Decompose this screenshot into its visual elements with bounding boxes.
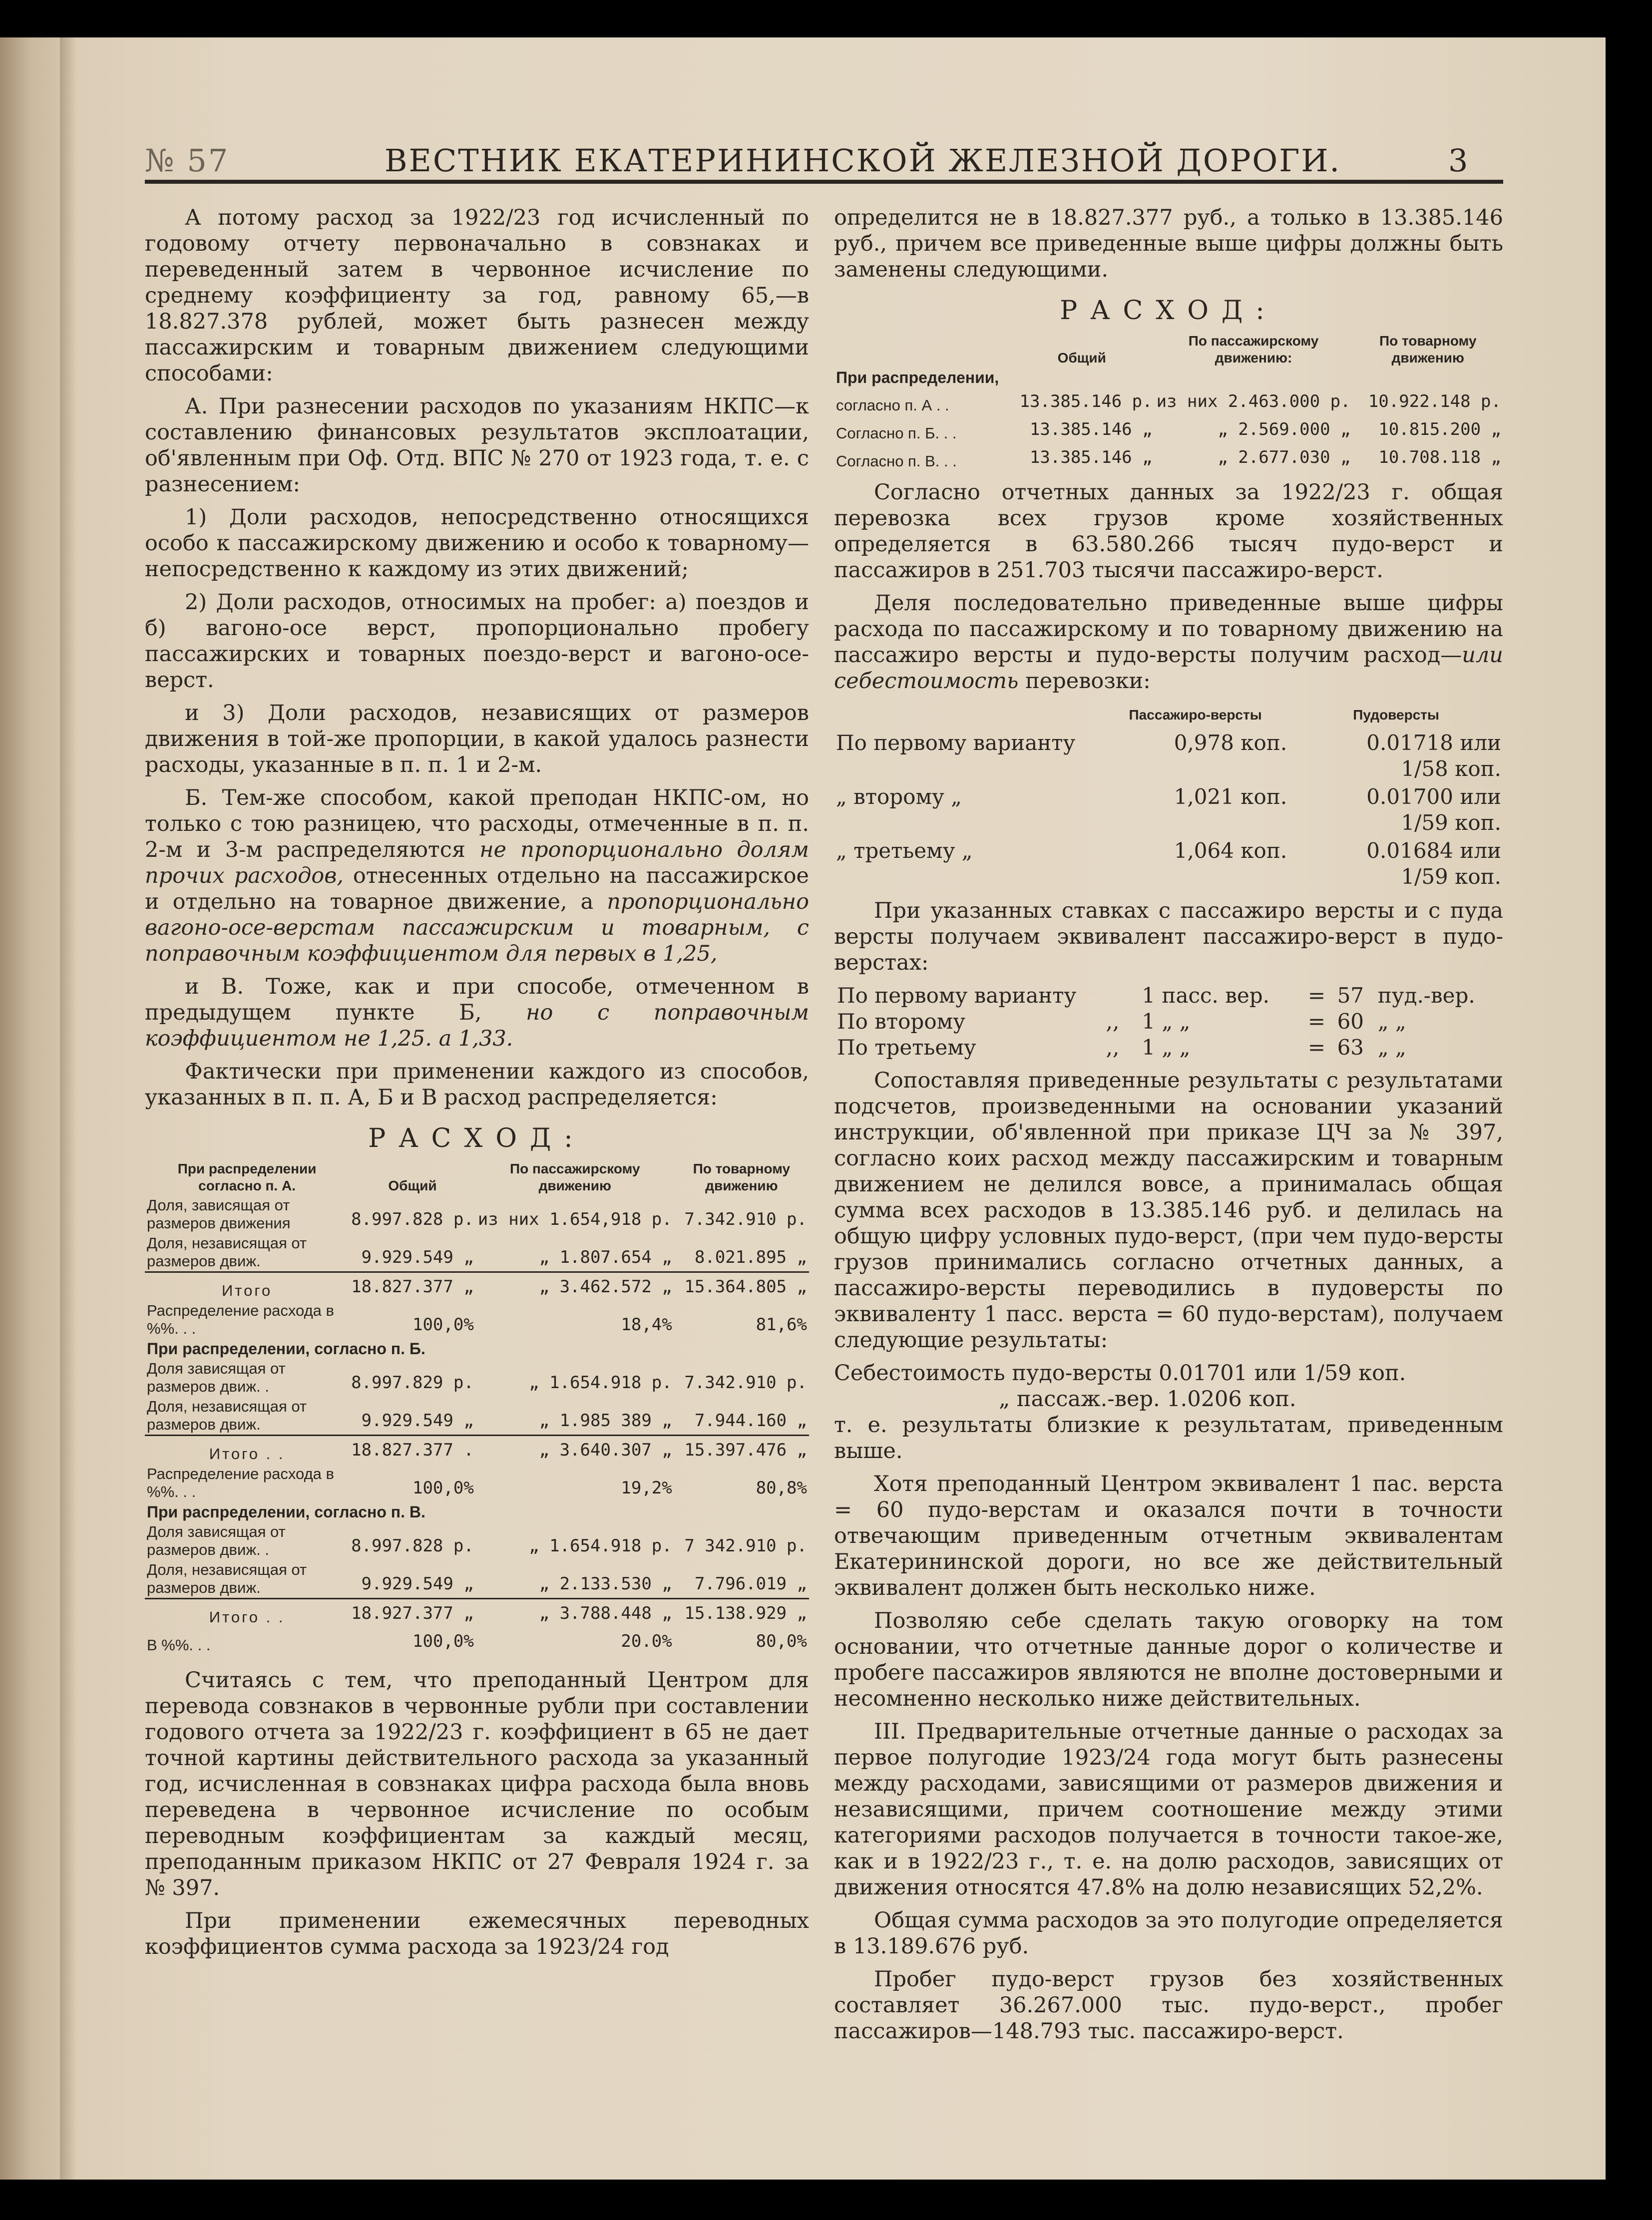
paragraph: Считаясь с тем, что преподанный Центром для перевода совзнаков в червонные рубли при составлении годового отчета за 1922/23 г. коэффициент в 65 не дает точной картины действительного расхода за указанный год, исчисленная в совзнаках цифра расхода была вновь переведена в червонное исчисление по особым переводным коэффициентам за каждый месяц, преподанным приказом НКПС от 27 Февраля 1924 г. за № 397. xyxy=(145,1668,809,1900)
expense-table-right xyxy=(834,332,1503,471)
cell: 19,2% xyxy=(621,1478,672,1498)
table-row xyxy=(145,1272,809,1301)
paragraph: 2) Доли расходов, относимых на пробег: а) поездов и б) вагоно-осе верст, пропорционально пробегу пассажирских и товарных поездо-верст и вагоно-осе-верст. xyxy=(145,590,809,693)
col-header: Общий xyxy=(388,1178,437,1193)
row-label: Согласно п. Б. . . xyxy=(836,424,957,442)
cell: 1,064 коп. xyxy=(1174,838,1287,863)
paragraph: Сопоставляя приведенные результаты с результатами подсчетов, произведенными на основании указаний инструкции, об'явленной при приказе ЦЧ за № 397, согласно коих расход между пассажирским и товарным движением не делился вовсе, а принималась общая сумма всех расходов в 13.385.146 руб. и делилась на общую цифру условных пудо-верст, (при чем пудо-версты грузов принимались согласно отчетных данных, а пассажиро-версты переводились в пудоверсты по эквиваленту 1 пасс. верста = 60 пудо-верстам), получаем следующие результаты: xyxy=(834,1068,1503,1353)
cell: ,, xyxy=(1106,1035,1120,1060)
table-section-row xyxy=(145,1502,809,1522)
paragraph: Позволяю себе сделать такую оговорку на том основании, что отчетные данные дорог о количестве и пробеге пассажиров являются не вполне достоверными и несомненно несколько ниже действительных. xyxy=(834,1608,1503,1711)
cell: пуд.-вер. xyxy=(1377,983,1475,1008)
cell: „ 1.807.654 „ xyxy=(539,1247,672,1267)
italic-run: или себестоимость xyxy=(834,643,1503,694)
cost-table xyxy=(834,701,1503,891)
cell xyxy=(1289,729,1503,783)
cell: 7.796.019 „ xyxy=(694,1574,807,1594)
cell: „ 3.462.572 „ xyxy=(476,1272,674,1301)
cell: 18.927.377 „ xyxy=(349,1599,476,1628)
table-row xyxy=(145,1301,809,1339)
table-row xyxy=(834,1009,1503,1035)
cell: = xyxy=(1307,983,1326,1008)
cell: 8.021.895 „ xyxy=(694,1247,807,1267)
cell: 8.997.828 р. xyxy=(351,1209,474,1229)
cell: 0,978 коп. xyxy=(1174,731,1287,755)
table-row xyxy=(834,983,1503,1009)
cell: 1 пасс. вер. xyxy=(1142,983,1269,1008)
table-row xyxy=(145,1627,809,1655)
paragraph xyxy=(145,974,809,1052)
cell: „ 2.677.030 „ xyxy=(1218,447,1351,467)
table-row xyxy=(834,387,1503,415)
row-label: „ второму „ xyxy=(836,784,962,809)
cell: „ 1.654.918 р. xyxy=(529,1373,672,1393)
cell: 100,0% xyxy=(412,1315,474,1335)
cell: 13.385.146 р. xyxy=(1019,391,1153,411)
journal-title: ВЕСТНИК ЕКАТЕРИНИНСКОЙ ЖЕЛЕЗНОЙ ДОРОГИ. xyxy=(385,142,1341,179)
cell: 8.997.828 р. xyxy=(351,1536,474,1556)
table-row xyxy=(145,1522,809,1560)
col-header-empty xyxy=(834,332,1009,368)
equivalent-table xyxy=(834,983,1503,1061)
table-title: РАСХОД: xyxy=(368,1123,586,1153)
row-label: „ третьему „ xyxy=(836,838,973,863)
paragraph: При указанных ставках с пассажиро версты и с пуда версты получаем эквивалент пассажиро-верст в пудо-верстах: xyxy=(834,898,1503,975)
cell: 7 342.910 р. xyxy=(684,1536,807,1556)
cell: „ 1.654.918 р. xyxy=(529,1536,672,1556)
text-run: отнесенных отдельно на пассажирское и отдельно на товарное движение, а xyxy=(145,863,809,914)
row-label: Доля, независящая от размеров движ. xyxy=(147,1561,307,1596)
section-label: При распределении, согласно п. Б. xyxy=(147,1340,425,1358)
row-label: Доля, независящая от размеров движ. xyxy=(147,1398,307,1433)
cell: = xyxy=(1307,1035,1326,1060)
table-row xyxy=(145,1560,809,1599)
cell: 1,021 коп. xyxy=(1174,784,1287,809)
cell-line: 0.01700 или xyxy=(1366,784,1501,809)
paragraph: и 3) Доли расходов, независящих от размеров движения в той-же пропорции, в какой удалось разнести расходы, указанные в п. п. 1 и 2-м. xyxy=(145,701,809,777)
paragraph: 1) Доли расходов, непосредственно относящихся особо к пассажирскому движению и особо к товарному—непосредственно к каждому из этих движений; xyxy=(145,505,809,582)
right-column xyxy=(834,205,1503,2051)
cost-line: Себестоимость пудо-версты 0.01701 или 1/59 коп. xyxy=(834,1361,1406,1386)
paragraph: А. При разнесении расходов по указаниям НКПС—к составлению финансовых результатов эксплоатации, об'явленным при Оф. Отд. ВПС № 270 от 1923 года, т. е. с разнесением: xyxy=(145,394,809,497)
cell-line: 1/59 коп. xyxy=(1401,810,1501,835)
paragraph: Согласно отчетных данных за 1922/23 г. общая перевозка всех грузов кроме хозяйственных определяется в 63.580.266 тысяч пудо-верст и пассажиров в 251.703 тысячи пассажиро-верст. xyxy=(834,480,1503,583)
paragraph: т. е. результаты близкие к результатам, приведенным выше. xyxy=(834,1413,1503,1464)
table-row xyxy=(145,1359,809,1397)
cell: 60 xyxy=(1337,1009,1364,1034)
cell: 7.342.910 р. xyxy=(684,1373,807,1393)
row-label: По второму xyxy=(837,1009,965,1034)
cell: „ 3.788.448 „ xyxy=(476,1599,674,1628)
text-run: Б. Тем-же способом, какой преподан НКПС-ом, но только с тою разницею, что расходы, отмеченные в п. п. 2-м и 3-м распределяются xyxy=(145,785,809,862)
col-header: Пудоверсты xyxy=(1353,707,1439,723)
paragraph xyxy=(834,590,1503,694)
cell: 7.944.160 „ xyxy=(694,1411,807,1431)
col-header: По пассажирскому движению: xyxy=(1188,333,1319,366)
table-row xyxy=(834,443,1503,471)
col-header: При распределении согласно п. А. xyxy=(177,1161,317,1193)
cell: 1 „ „ xyxy=(1142,1009,1191,1034)
text-run: перевозки: xyxy=(1018,669,1151,694)
col-header: Общий xyxy=(1057,350,1106,366)
cell: 10.922.148 р. xyxy=(1368,391,1501,411)
table-row xyxy=(145,1233,809,1272)
cell: „ 2.569.000 „ xyxy=(1218,419,1351,439)
cell: 18,4% xyxy=(621,1315,672,1335)
cell: 20.0% xyxy=(621,1631,672,1651)
cell: 15.397.476 „ xyxy=(674,1436,809,1465)
cell: 13.385.146 „ xyxy=(1029,447,1153,467)
cell-line: 1/59 коп. xyxy=(1401,864,1501,889)
cost-line: „ пассаж.-вер. 1.0206 коп. xyxy=(999,1387,1296,1412)
cell-line: 1/58 коп. xyxy=(1401,756,1501,781)
table-section-row xyxy=(834,368,1503,387)
table-header-row xyxy=(834,701,1503,729)
row-label: Итого xyxy=(145,1272,349,1301)
cell: „ 3.640.307 „ xyxy=(476,1436,674,1465)
row-label: Доля, зависящая от размеров движения xyxy=(147,1196,291,1232)
col-header: По товарному движению xyxy=(693,1161,791,1193)
row-label: По первому варианту xyxy=(837,983,1077,1008)
paragraph: Фактически при применении каждого из способов, указанных в п. п. А, Б и В расход распределяется: xyxy=(145,1059,809,1110)
row-label: Распределение расхода в %%. . . xyxy=(147,1465,334,1500)
text-run: и В. Тоже, как и при способе, отмеченном в предыдущем пункте Б, xyxy=(145,974,809,1025)
paragraph: III. Предварительные отчетные данные о расходах за первое полугодие 1923/24 года могут быть разнесены между расходами, зависящими от размеров движения и независящими, причем соотношение между этими категориями расходов получается в точности такое-же, как и в 1922/23 г., т. е. на долю расходов, зависящих от движения относятся 47.8% на долю независящих 52,2%. xyxy=(834,1719,1503,1900)
cell: 13.385.146 „ xyxy=(1029,419,1153,439)
cell: 63 xyxy=(1337,1035,1364,1060)
row-label: По первому варианту xyxy=(836,731,1076,755)
cell: 57 xyxy=(1337,983,1364,1008)
cell: 15.364.805 „ xyxy=(674,1272,809,1301)
cell: 10.708.118 „ xyxy=(1378,447,1501,467)
col-header: Пассажиро-версты xyxy=(1129,707,1262,723)
table-row xyxy=(834,837,1503,891)
table-row xyxy=(145,1436,809,1465)
cell: 9.929.549 „ xyxy=(361,1247,474,1267)
italic-run: но с поправочным коэффициентом не 1,25. а 1,33. xyxy=(145,1000,809,1051)
expense-table-left xyxy=(145,1159,809,1655)
cell: 8.997.829 р. xyxy=(351,1373,474,1393)
cell: „ „ xyxy=(1377,1035,1406,1060)
table-row xyxy=(145,1599,809,1628)
cell: 18.827.377 „ xyxy=(349,1272,476,1301)
section-label: При распределении, xyxy=(836,369,999,386)
cell: 15.138.929 „ xyxy=(674,1599,809,1628)
section-label: При распределении, согласно п. В. xyxy=(147,1503,425,1521)
row-label: Распределение расхода в %%. . . xyxy=(147,1302,334,1337)
row-label: Доля, независящая от размеров движ. xyxy=(147,1234,307,1270)
table-row xyxy=(145,1397,809,1436)
paragraph: определится не в 18.827.377 руб., а только в 13.385.146 руб., причем все приведенные выше цифры должны быть заменены следующими. xyxy=(834,205,1503,282)
table-row xyxy=(145,1195,809,1233)
cell xyxy=(1289,837,1503,891)
cell: 80,0% xyxy=(756,1631,807,1651)
cell: 100,0% xyxy=(412,1478,474,1498)
cell: 10.815.200 „ xyxy=(1378,419,1501,439)
cell: 80,8% xyxy=(756,1478,807,1498)
paragraph: Хотя преподанный Центром эквивалент 1 пас. верста = 60 пудо-верстам и оказался почти в точности отвечающим приведенным отчетным эквивалентам Екатерининской дороги, но все же действительный эквивалент должен быть несколько ниже. xyxy=(834,1472,1503,1600)
col-header: По товарному движению xyxy=(1379,333,1477,366)
table-row xyxy=(834,729,1503,783)
row-label: Доля зависящая от размеров движ. . xyxy=(147,1523,286,1558)
cell: 18.827.377 . xyxy=(349,1436,476,1465)
row-label: согласно п. А . . xyxy=(836,396,949,414)
cell: „ 1.985 389 „ xyxy=(539,1411,672,1431)
cell: 7.342.910 р. xyxy=(684,1209,807,1229)
table-row xyxy=(145,1464,809,1502)
cell: 100,0% xyxy=(412,1631,474,1651)
row-label: Итого . . xyxy=(145,1599,349,1628)
header-rule xyxy=(145,180,1503,184)
cell-line: 0.01684 или xyxy=(1366,838,1501,863)
paragraph: А потому расход за 1922/23 год исчисленный по годовому отчету первоначально в совзнаках и переведенный затем в червонное исчисление по среднему коэффициенту за год, равному 65,—в 18.827.378 рублей, может быть разнесен между пассажирским и товарным движением следующими способами: xyxy=(145,205,809,386)
binding-shadow xyxy=(60,37,76,2180)
page-number: 3 xyxy=(1448,142,1470,179)
table-row xyxy=(834,783,1503,837)
col-header-empty xyxy=(834,701,1102,729)
row-label: По третьему xyxy=(837,1035,976,1060)
italic-run: пропорционально вагоно-осе-верстам пассажирским и товарным, с поправочным коэффициентом для первых в 1,25, xyxy=(145,889,809,966)
cell: из них 1.654,918 р. xyxy=(477,1209,672,1229)
row-label: В %%. . . xyxy=(147,1636,211,1654)
table-header-row xyxy=(145,1159,809,1195)
cell: из них 2.463.000 р. xyxy=(1156,391,1351,411)
table-title: РАСХОД: xyxy=(1060,296,1277,326)
issue-number: № 57 xyxy=(145,142,230,179)
cell: 81,6% xyxy=(756,1315,807,1335)
left-column xyxy=(145,205,809,1967)
row-label: Согласно п. В. . . xyxy=(836,452,957,470)
cell: 9.929.549 „ xyxy=(361,1574,474,1594)
col-header: По пассажирскому движению xyxy=(509,1161,640,1193)
cell: 1 „ „ xyxy=(1142,1035,1191,1060)
paragraph: Пробег пудо-верст грузов без хозяйственных составляет 36.267.000 тыс. пудо-верст., пробег пассажиров—148.793 тыс. пассажиро-верст. xyxy=(834,1967,1503,2044)
table-section-row xyxy=(145,1339,809,1359)
italic-run: не пропорционально долям прочих расходов, xyxy=(145,837,809,888)
cell: ,, xyxy=(1106,1009,1120,1034)
cell: = xyxy=(1307,1009,1326,1034)
table-row xyxy=(834,1035,1503,1061)
cell: 9.929.549 „ xyxy=(361,1411,474,1431)
table-header-row xyxy=(834,332,1503,368)
cell: „ 2.133.530 „ xyxy=(539,1574,672,1594)
cell: „ „ xyxy=(1377,1009,1406,1034)
row-label: Доля зависящая от размеров движ. . xyxy=(147,1360,286,1395)
paragraph xyxy=(145,785,809,967)
table-row xyxy=(834,415,1503,443)
cell-line: 0.01718 или xyxy=(1366,731,1501,755)
cell xyxy=(1289,783,1503,837)
paragraph: Общая сумма расходов за это полугодие определяется в 13.189.676 руб. xyxy=(834,1908,1503,1959)
row-label: Итого . . xyxy=(145,1436,349,1465)
paragraph: При применении ежемесячных переводных коэффициентов сумма расхода за 1923/24 год xyxy=(145,1908,809,1959)
text-run: Деля последовательно приведенные выше цифры расхода по пассажирскому и по товарному движению на пассажиро версты и пудо-версты получим расход— xyxy=(834,591,1503,668)
